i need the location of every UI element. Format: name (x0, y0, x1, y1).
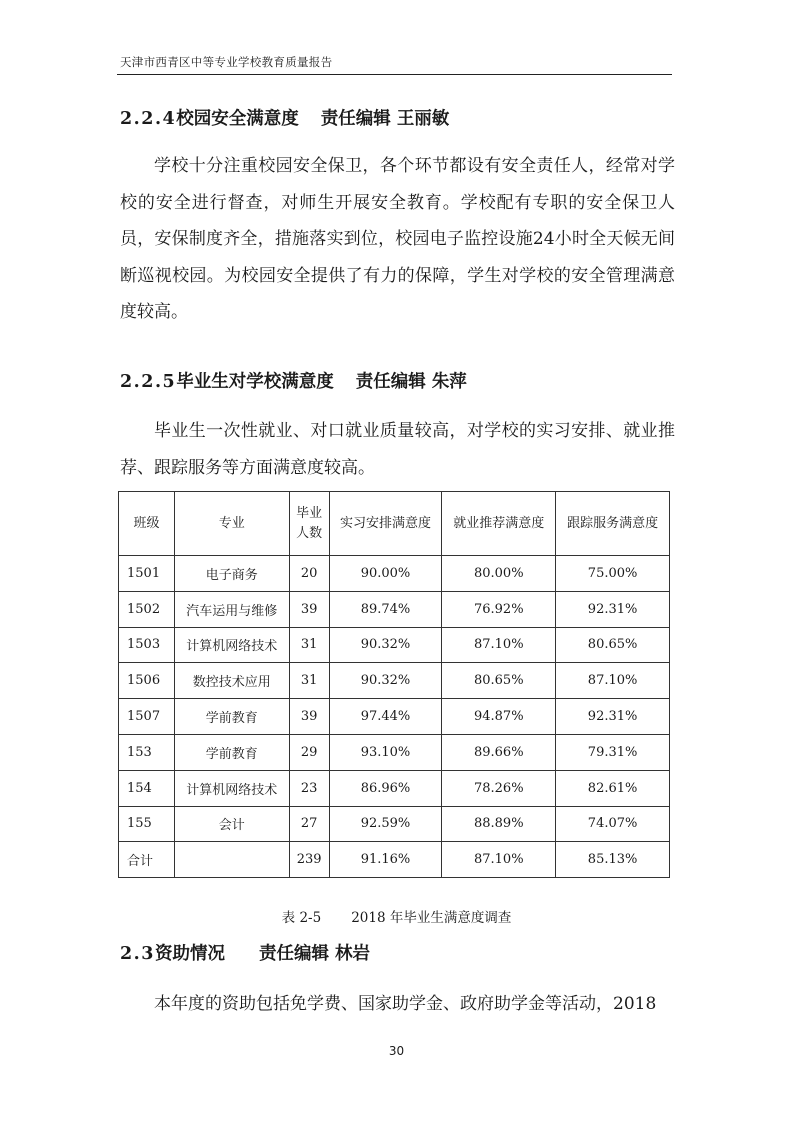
section-paragraph-2-2-4: 学校十分注重校园安全保卫，各个环节都设有安全责任人，经常对学校的安全进行督查，对师生开展安全教育。学校配有专职的安全保卫人员，安保制度齐全，措施落实到位，校园电子监控设施24小时全天候无间断巡视校园。为校园安全提供了有力的保障，学生对学校的安全管理满意度较高。 (120, 156, 675, 322)
table-cell: 31 (289, 627, 329, 663)
table-row (119, 770, 670, 806)
column-header: 毕业 人数 (289, 492, 329, 556)
section-paragraph-2-2-5: 毕业生一次性就业、对口就业质量较高，对学校的实习安排、就业推荐、跟踪服务等方面满意度较高。 (120, 421, 675, 478)
header-rule (117, 74, 672, 75)
table-cell: 合计 (119, 842, 175, 878)
table-cell: 数控技术应用 (174, 663, 289, 699)
table-cell: 计算机网络技术 (174, 770, 289, 806)
table-cell: 92.31% (556, 699, 670, 735)
section-number: 2.2.4 (120, 109, 177, 129)
table-cell: 80.65% (556, 627, 670, 663)
table-row (119, 699, 670, 735)
table-cell: 78.26% (442, 770, 556, 806)
table-cell: 97.44% (329, 699, 442, 735)
table-cell: 239 (289, 842, 329, 878)
table-cell: 1502 (119, 591, 175, 627)
section-title: 校园安全满意度 (176, 109, 299, 129)
caption-text: 2018 年毕业生满意度调查 (351, 910, 512, 926)
table-cell: 90.32% (329, 627, 442, 663)
table-cell: 20 (289, 556, 329, 592)
table-row (119, 842, 670, 878)
table-cell: 89.74% (329, 591, 442, 627)
column-header: 跟踪服务满意度 (556, 492, 670, 556)
table-cell: 电子商务 (174, 556, 289, 592)
editor-label: 责任编辑 (258, 944, 329, 964)
table-header-row (119, 492, 670, 556)
column-header: 班级 (119, 492, 175, 556)
table-row (119, 663, 670, 699)
table-cell: 1506 (119, 663, 175, 699)
table-row (119, 556, 670, 592)
caption-label: 表 2-5 (281, 910, 322, 926)
section-number: 2.2.5 (120, 372, 177, 392)
section-heading-2-3 (120, 940, 370, 965)
column-header: 实习安排满意度 (329, 492, 442, 556)
editor-name: 朱萍 (431, 372, 467, 392)
table-cell: 87.10% (442, 627, 556, 663)
table-cell: 学前教育 (174, 699, 289, 735)
table-cell: 85.13% (556, 842, 670, 878)
table-cell: 27 (289, 806, 329, 842)
table-cell: 74.07% (556, 806, 670, 842)
editor-name: 王丽敏 (396, 109, 450, 129)
column-header: 专业 (174, 492, 289, 556)
table-cell: 80.00% (442, 556, 556, 592)
editor-name: 林岩 (335, 944, 371, 964)
table-cell: 92.59% (329, 806, 442, 842)
page-number: 30 (388, 1044, 405, 1058)
table-cell: 76.92% (442, 591, 556, 627)
table-cell (174, 842, 289, 878)
table-cell: 计算机网络技术 (174, 627, 289, 663)
section-title: 资助情况 (154, 944, 225, 964)
table-cell: 80.65% (442, 663, 556, 699)
table-row (119, 591, 670, 627)
table-cell: 92.31% (556, 591, 670, 627)
table-cell: 94.87% (442, 699, 556, 735)
table-cell: 88.89% (442, 806, 556, 842)
table-cell: 93.10% (329, 734, 442, 770)
table-cell: 87.10% (442, 842, 556, 878)
table-cell: 39 (289, 591, 329, 627)
table-cell: 39 (289, 699, 329, 735)
section-number: 2.3 (120, 944, 155, 964)
table-cell: 79.31% (556, 734, 670, 770)
section-heading-2-2-4 (120, 105, 449, 130)
table-caption (0, 906, 793, 926)
table-cell: 155 (119, 806, 175, 842)
table-cell: 90.32% (329, 663, 442, 699)
table-cell: 1503 (119, 627, 175, 663)
table-cell: 1501 (119, 556, 175, 592)
satisfaction-table (118, 491, 670, 878)
table-cell: 1507 (119, 699, 175, 735)
running-header: 天津市西青区中等专业学校教育质量报告 (120, 55, 333, 69)
table-cell: 90.00% (329, 556, 442, 592)
section-paragraph-2-3: 本年度的资助包括免学费、国家助学金、政府助学金等活动，2018 (154, 994, 657, 1014)
section-title: 毕业生对学校满意度 (176, 372, 334, 392)
table-cell: 75.00% (556, 556, 670, 592)
table-cell: 82.61% (556, 770, 670, 806)
table-cell: 86.96% (329, 770, 442, 806)
table-row (119, 627, 670, 663)
table-row (119, 806, 670, 842)
section-heading-2-2-5 (120, 368, 467, 393)
table-cell: 23 (289, 770, 329, 806)
table-cell: 91.16% (329, 842, 442, 878)
table-cell: 汽车运用与维修 (174, 591, 289, 627)
table-row (119, 734, 670, 770)
table-cell: 153 (119, 734, 175, 770)
column-header: 就业推荐满意度 (442, 492, 556, 556)
table-cell: 29 (289, 734, 329, 770)
table-cell: 学前教育 (174, 734, 289, 770)
table-cell: 87.10% (556, 663, 670, 699)
table-cell: 154 (119, 770, 175, 806)
table-cell: 会计 (174, 806, 289, 842)
editor-label: 责任编辑 (320, 109, 391, 129)
table-cell: 89.66% (442, 734, 556, 770)
editor-label: 责任编辑 (355, 372, 426, 392)
table-cell: 31 (289, 663, 329, 699)
